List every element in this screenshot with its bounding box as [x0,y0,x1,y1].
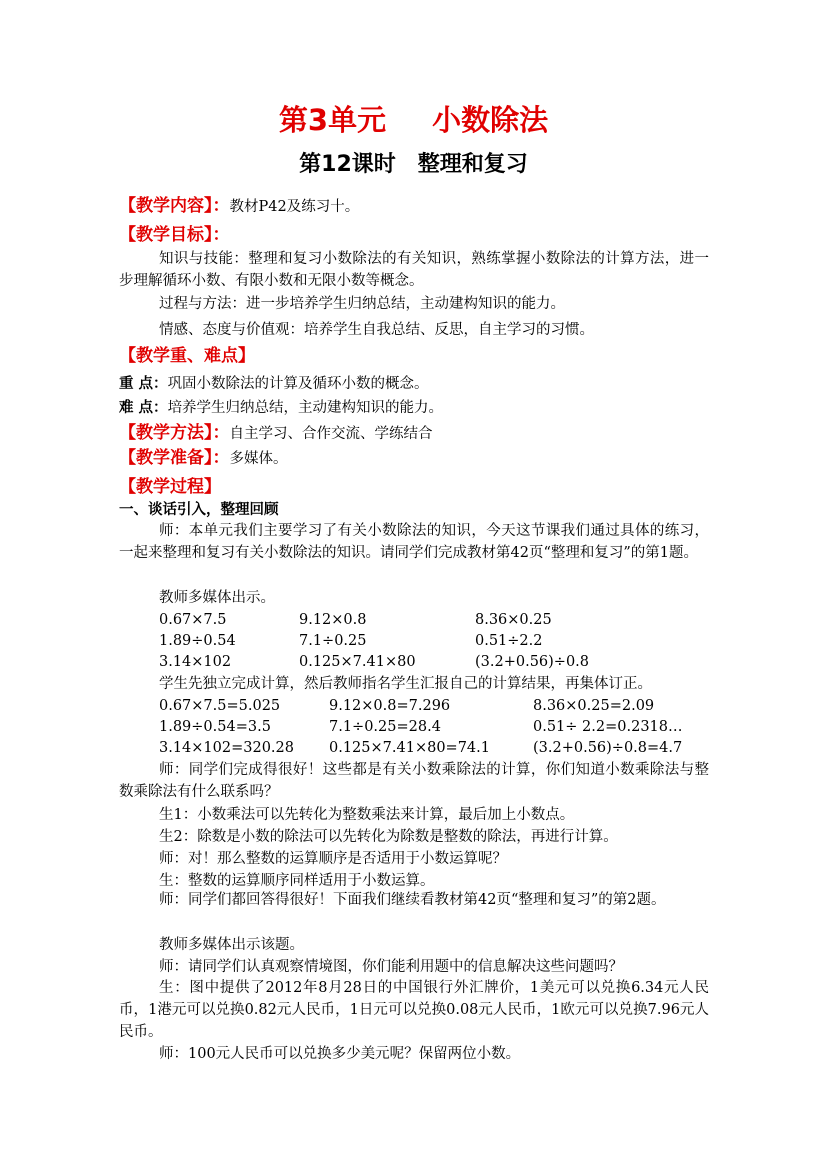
paragraph: 学生先独立完成计算，然后教师指名学生汇报自己的计算结果，再集体订正。 [159,676,652,692]
answer-item: 0.125×7.41×80=74.1 [329,740,490,756]
difficulty-text: 培养学生归纳总结，主动建构知识的能力。 [167,400,444,416]
exercise-item: 1.89÷0.54 [159,633,236,649]
answer-item: 3.14×102=320.28 [159,740,294,756]
exercise-item: (3.2+0.56)÷0.8 [475,654,590,670]
teaching-prep [119,447,709,470]
teaching-content-label: 【教学内容】： [119,196,230,216]
paragraph: 师：100元人民币可以兑换多少美元呢？保留两位小数。 [159,1046,521,1062]
exercise-item: 0.125×7.41×80 [299,654,416,670]
teaching-process-label: 【教学过程】 [119,477,221,497]
paragraph: 师：同学们完成得很好！这些都是有关小数乘除法的计算，你们知道小数乘除法与整数乘除法有什么联系吗？ [119,762,709,800]
answer-item: 8.36×0.25=2.09 [533,698,655,714]
key-points-heading [119,345,709,368]
paragraph: 教师多媒体出示该题。 [159,937,304,953]
goal-process: 过程与方法：进一步培养学生归纳总结，主动建构知识的能力。 [159,296,565,312]
paragraph: 生：图中提供了2012年8月28日的中国银行外汇牌价，1美元可以兑换6.34元人民币，1港元可以兑换0.82元人民币，1日元可以兑换0.08元人民币，1欧元可以兑换7.96元人民币。 [119,980,709,1040]
teaching-method-label: 【教学方法】： [119,423,230,443]
teaching-process-heading [119,476,709,499]
teaching-content [119,195,709,218]
unit-subject: 小数除法 [432,103,549,137]
lesson-number: 第12课时 [299,152,396,177]
teaching-content-text: 教材P42及练习十。 [229,199,360,215]
goal-attitude: 情感、态度与价值观：培养学生自我总结、反思，自主学习的习惯。 [159,322,594,338]
answer-item: 7.1÷0.25=28.4 [329,719,441,735]
unit-number: 第3单元 [278,103,387,137]
exercise-item: 9.12×0.8 [299,612,367,628]
answer-item: 9.12×0.8=7.296 [329,698,451,714]
difficulty-point [119,397,709,419]
paragraph: 生1：小数乘法可以先转化为整数乘法来计算，最后加上小数点。 [159,807,575,823]
answer-item: 0.67×7.5=5.025 [159,698,281,714]
exercise-item: 0.51÷2.2 [475,633,543,649]
paragraph: 师：对！那么整数的运算顺序是否适用于小数运算呢？ [159,851,507,867]
teaching-prep-text: 多媒体。 [229,451,288,467]
answer-item: 1.89÷0.54=3.5 [159,719,271,735]
focus-text: 巩固小数除法的计算及循环小数的概念。 [167,376,429,392]
exercise-item: 8.36×0.25 [475,612,552,628]
paragraph: 师：同学们都回答得很好！下面我们继续看教材第42页“整理和复习”的第2题。 [159,892,666,908]
exercise-item: 3.14×102 [159,654,232,670]
unit-title [0,100,827,140]
answer-item: 0.51÷ 2.2=0.2318… [533,719,683,735]
teaching-goals-heading [119,224,709,247]
lesson-name: 整理和复习 [417,152,528,177]
paragraph: 生2：除数是小数的除法可以先转化为除数是整数的除法，再进行计算。 [159,829,618,845]
section-heading: 一、谈话引入，整理回顾 [119,502,279,518]
teaching-goals-label: 【教学目标】： [119,225,230,245]
teaching-method-text: 自主学习、合作交流、学练结合 [229,426,433,442]
exercise-item: 7.1÷0.25 [299,633,367,649]
paragraph: 教师多媒体出示。 [159,590,275,606]
lesson-title [0,148,827,182]
teaching-method [119,422,709,445]
paragraph: 生：整数的运算顺序同样适用于小数运算。 [159,873,435,889]
answer-item: (3.2+0.56)÷0.8=4.7 [533,740,683,756]
exercise-item: 0.67×7.5 [159,612,227,628]
teaching-prep-label: 【教学准备】： [119,448,230,468]
paragraph: 师：请同学们认真观察情境图，你们能利用题中的信息解决这些问题吗？ [159,959,623,975]
focus-point [119,373,709,395]
goal-knowledge: 知识与技能：整理和复习小数除法的有关知识，熟练掌握小数除法的计算方法，进一步理解循环小数、有限小数和无限小数等概念。 [119,251,709,289]
key-points-label: 【教学重、难点】 [119,346,255,366]
difficulty-label: 难 点： [119,400,168,416]
paragraph: 师：本单元我们主要学习了有关小数除法的知识，今天这节课我们通过具体的练习，一起来整理和复习有关小数除法的知识。请同学们完成教材第42页“整理和复习”的第1题。 [119,523,709,561]
focus-label: 重 点： [119,376,168,392]
